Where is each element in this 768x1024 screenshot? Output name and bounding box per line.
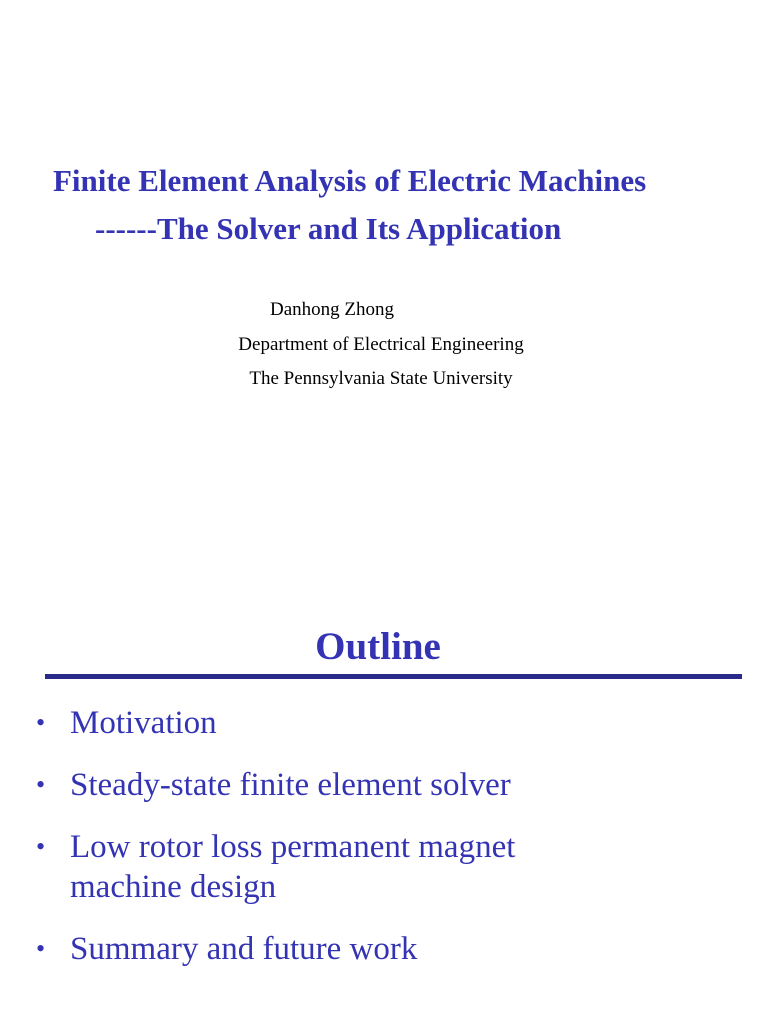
outline-bullet-item: [36, 703, 217, 743]
slide-title-line-2: ------The Solver and Its Application: [95, 211, 562, 246]
bullet-text: Steady-state finite element solver: [70, 767, 511, 803]
bullet-icon: •: [36, 770, 46, 799]
author-name: Danhong Zhong: [269, 299, 394, 320]
bullet-icon: •: [36, 832, 46, 861]
heading-divider: [45, 674, 742, 679]
slide-title-line-1: Finite Element Analysis of Electric Machines: [53, 163, 647, 198]
outline-slide: [0, 512, 768, 1024]
outline-bullet-item: [36, 765, 511, 805]
author-department: Department of Electrical Engineering: [238, 334, 524, 355]
bullet-text: Low rotor loss permanent magnet: [70, 829, 516, 865]
bullet-icon: •: [36, 708, 46, 737]
outline-bullet-item: [36, 929, 417, 969]
author-university: The Pennsylvania State University: [249, 368, 513, 389]
bullet-icon: •: [36, 934, 46, 963]
bullet-text: Summary and future work: [70, 931, 418, 967]
outline-bullet-item: [36, 827, 515, 907]
bullet-text: Motivation: [70, 705, 217, 741]
bullet-text-continuation: machine design: [70, 869, 277, 905]
outline-heading: Outline: [315, 625, 441, 668]
